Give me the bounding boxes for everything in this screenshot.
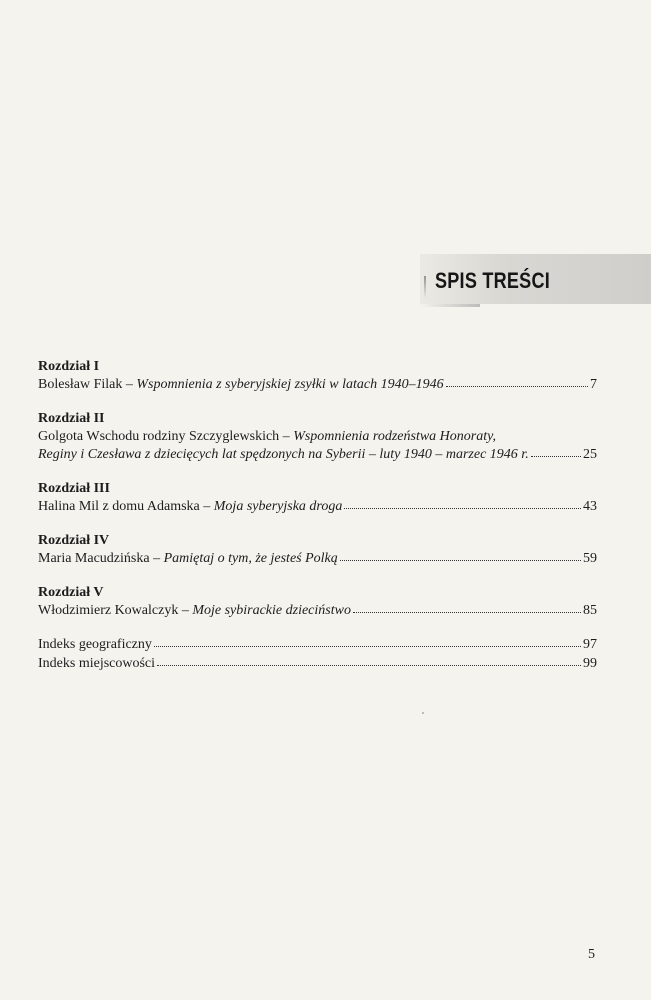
chapter-page-number: 7: [590, 377, 597, 392]
chapter-author: Halina Mil z domu Adamska –: [38, 499, 214, 514]
heading-bar-shadow: [420, 304, 480, 307]
chapter-entry-line: [38, 376, 597, 394]
chapter-author: Maria Macudzińska –: [38, 551, 164, 566]
chapter-label: Rozdział I: [38, 359, 100, 374]
chapter-5[interactable]: [38, 584, 597, 620]
chapter-label: Rozdział IV: [38, 533, 110, 548]
chapter-4[interactable]: [38, 532, 597, 568]
dot-leader: [353, 602, 581, 614]
chapter-entry-line: [38, 428, 597, 446]
chapter-3[interactable]: [38, 480, 597, 516]
dot-leader: [340, 550, 581, 562]
chapter-2[interactable]: [38, 410, 597, 464]
dot-leader: [446, 376, 588, 388]
chapter-entry-line: [38, 446, 597, 464]
chapter-label: Rozdział III: [38, 481, 110, 496]
chapter-page-number: 85: [583, 603, 597, 618]
chapter-author: Golgota Wschodu rodziny Szczyglewskich –: [38, 429, 294, 444]
chapter-author: Włodzimierz Kowalczyk –: [38, 603, 193, 618]
chapter-entry-line: [38, 498, 597, 516]
chapter-title: Wspomnienia rodzeństwa Honoraty,: [293, 429, 497, 444]
page-title: SPIS TREŚCI: [435, 268, 550, 293]
index-entry-geographic[interactable]: [38, 636, 597, 655]
chapter-page-number: 59: [583, 551, 597, 566]
index-label: Indeks geograficzny: [38, 637, 152, 652]
index-page-number: 97: [583, 637, 597, 652]
table-of-contents: [38, 358, 597, 674]
chapter-title: Moje sybirackie dzieciństwo: [192, 603, 351, 618]
chapter-title: Wspomnienia z syberyjskiej zsyłki w latach 1940–1946: [136, 377, 444, 392]
dot-leader: [157, 655, 581, 667]
chapter-entry-line: [38, 550, 597, 568]
chapter-1[interactable]: [38, 358, 597, 394]
paper-speck: [422, 712, 424, 714]
chapter-title: Pamiętaj o tym, że jesteś Polką: [163, 551, 338, 566]
dot-leader: [344, 498, 581, 510]
index-entry-places[interactable]: [38, 655, 597, 674]
chapter-page-number: 25: [583, 447, 597, 462]
chapter-title-continued: Reginy i Czesława z dziecięcych lat spędzonych na Syberii – luty 1940 – marzec 1946 r.: [38, 447, 529, 462]
index-list: [38, 636, 597, 674]
index-label: Indeks miejscowości: [38, 656, 156, 671]
chapter-entry-line: [38, 602, 597, 620]
chapter-page-number: 43: [583, 499, 597, 514]
page-number: 5: [588, 947, 595, 962]
heading-bar-mark: [424, 276, 426, 298]
chapter-author: Bolesław Filak –: [38, 377, 137, 392]
chapter-title: Moja syberyjska droga: [213, 499, 343, 514]
chapter-label: Rozdział V: [38, 585, 104, 600]
dot-leader: [154, 636, 581, 648]
dot-leader: [531, 446, 581, 458]
chapter-label: Rozdział II: [38, 411, 105, 426]
index-page-number: 99: [583, 656, 597, 671]
